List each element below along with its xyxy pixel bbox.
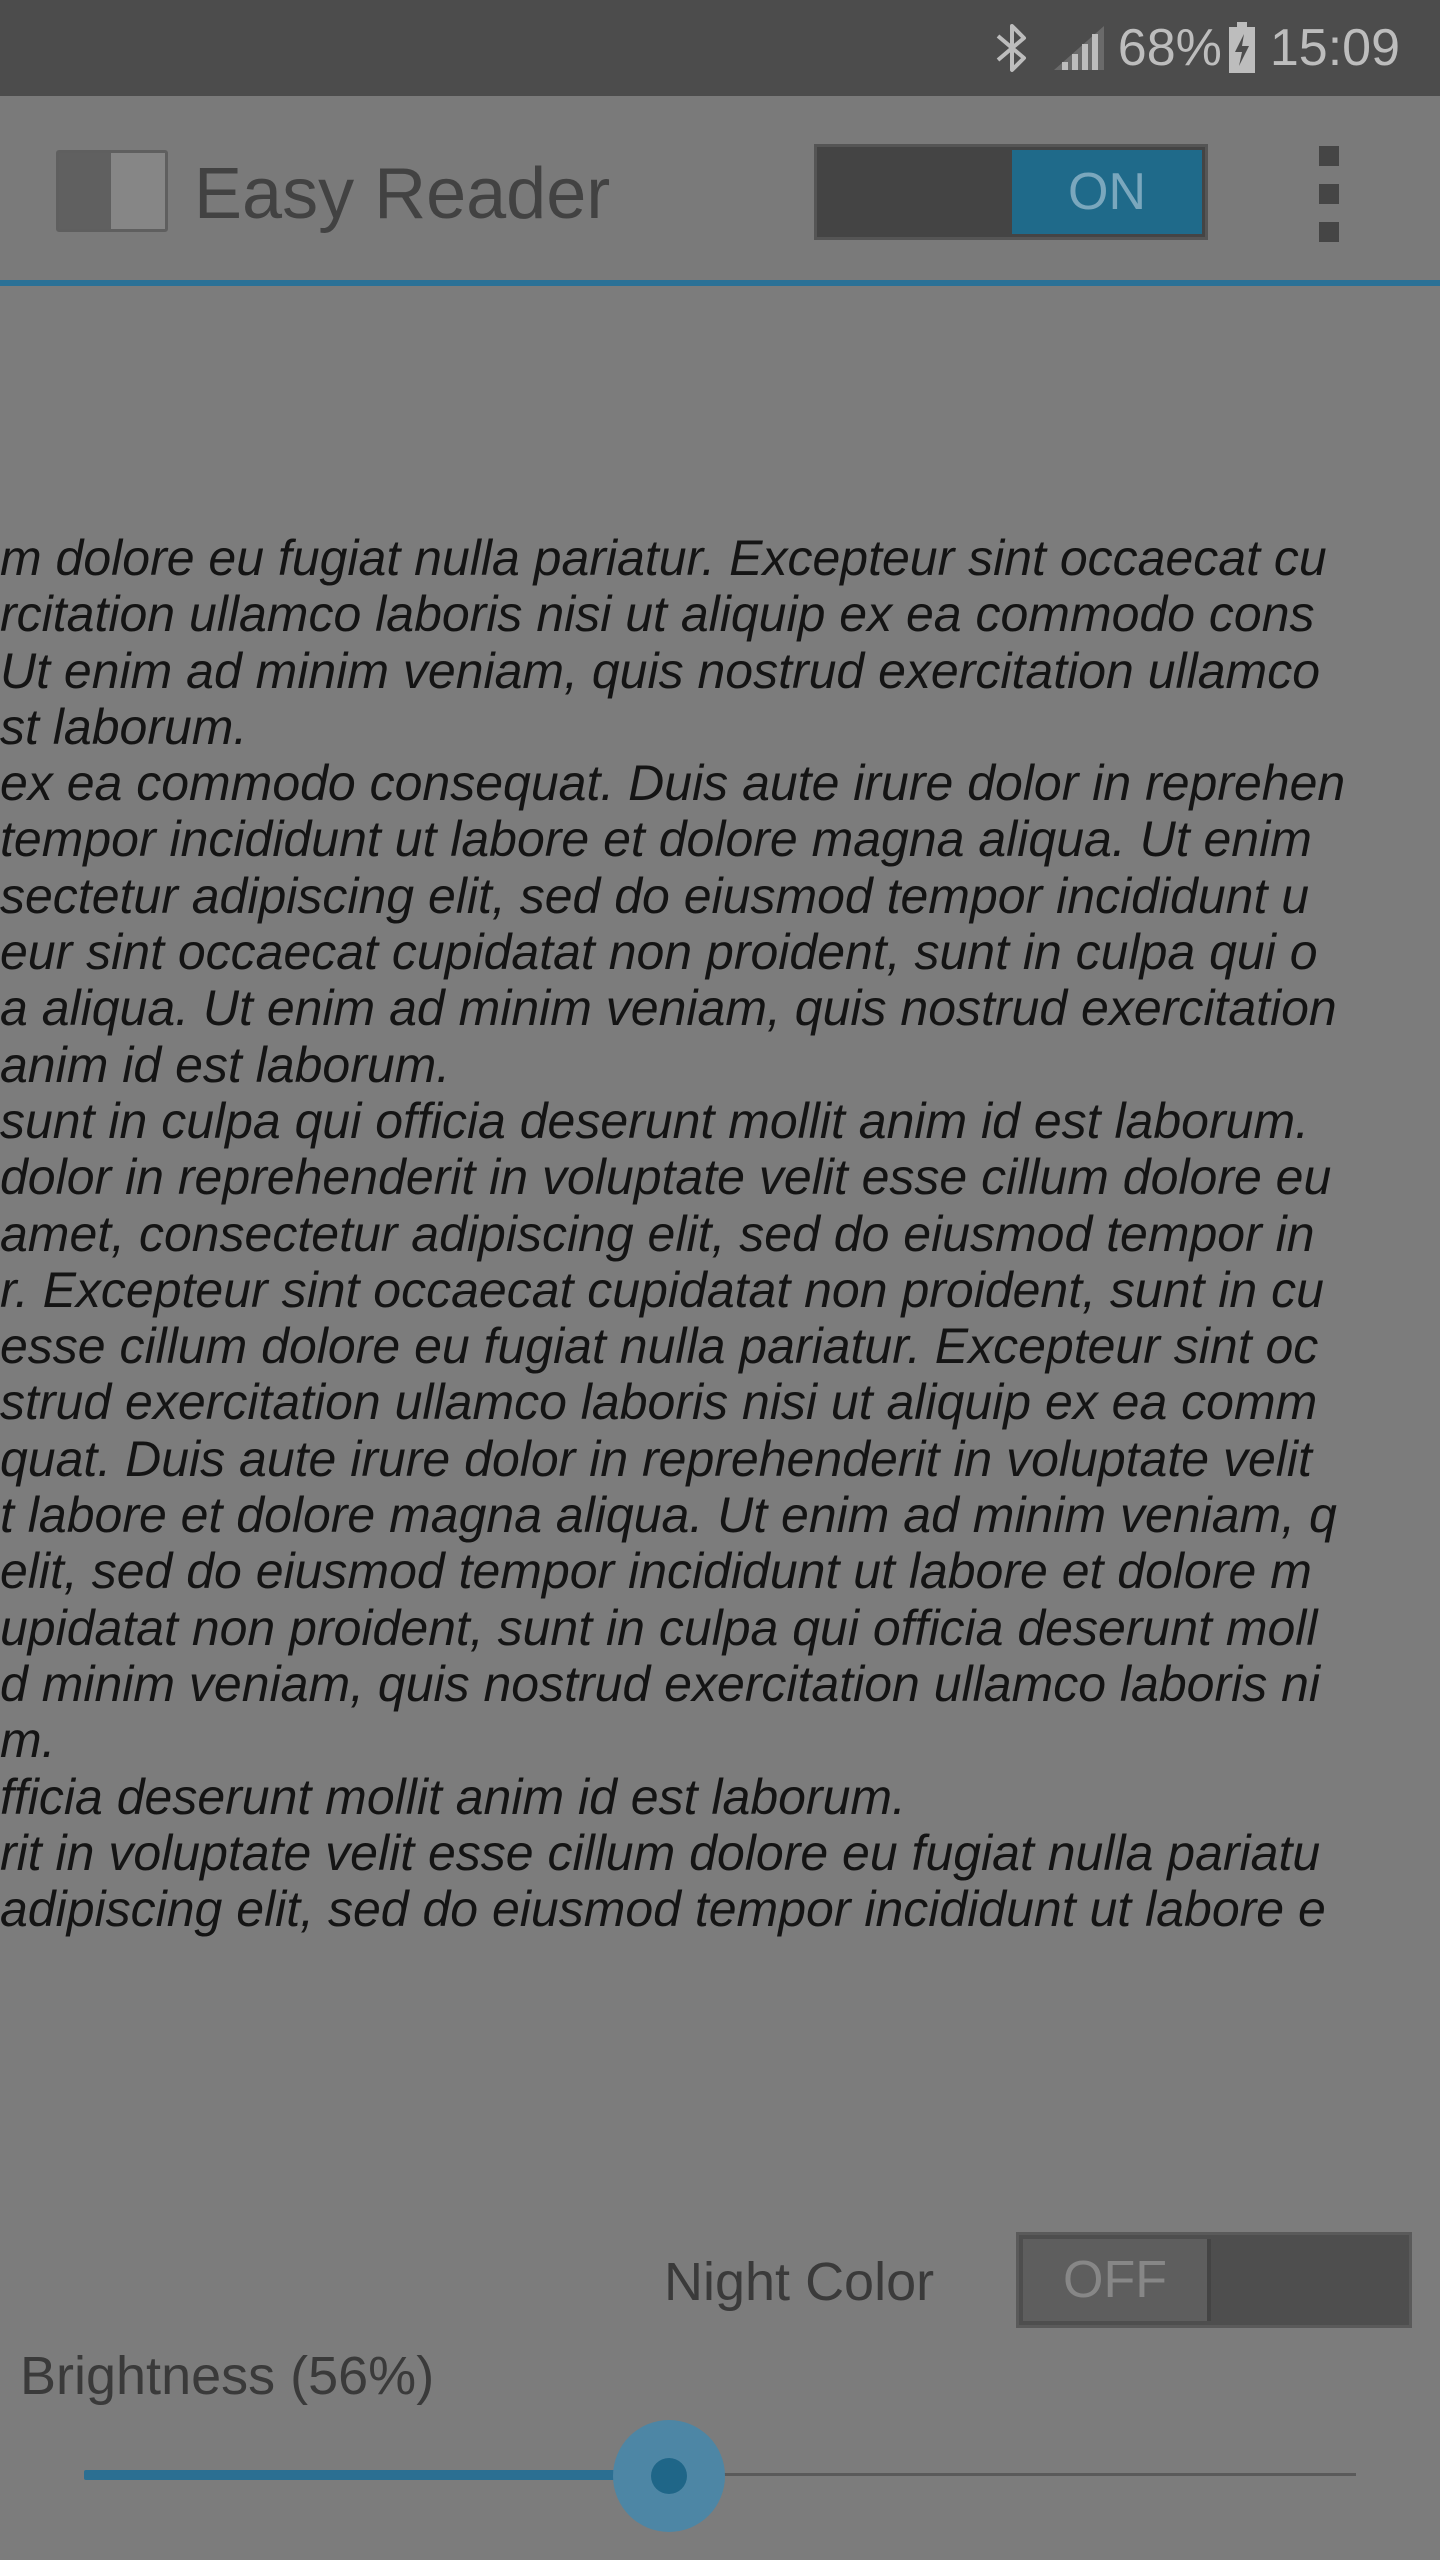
bluetooth-icon bbox=[994, 22, 1030, 74]
text-line: quat. Duis aute irure dolor in reprehenderit in voluptate velit bbox=[0, 1430, 1312, 1487]
text-line: dolor in reprehenderit in voluptate velit esse cillum dolore eu bbox=[0, 1149, 1332, 1206]
brightness-label: Brightness (56%) bbox=[20, 2346, 435, 2406]
text-line: eur sint occaecat cupidatat non proident, sunt in culpa qui o bbox=[0, 924, 1318, 981]
power-toggle-label: ON bbox=[1012, 150, 1202, 234]
reader-area[interactable] bbox=[0, 286, 1440, 2186]
clock: 15:09 bbox=[1269, 19, 1400, 77]
battery-percent: 68% bbox=[1117, 19, 1222, 77]
power-toggle[interactable] bbox=[814, 144, 1208, 240]
overflow-dot bbox=[1319, 146, 1339, 166]
reader-text bbox=[0, 530, 1440, 1937]
overflow-dot bbox=[1319, 184, 1339, 204]
text-line: ex ea commodo consequat. Duis aute irure dolor in reprehen bbox=[0, 755, 1346, 812]
slider-thumb[interactable] bbox=[651, 2458, 687, 2494]
text-line: sunt in culpa qui officia deserunt mollit anim id est laborum. bbox=[0, 1092, 1309, 1149]
signal-icon bbox=[1052, 24, 1106, 72]
text-line: tempor incididunt ut labore et dolore magna aliqua. Ut enim bbox=[0, 811, 1312, 868]
night-color-toggle[interactable] bbox=[1016, 2232, 1412, 2328]
text-line: upidatat non proident, sunt in culpa qui officia deserunt moll bbox=[0, 1599, 1318, 1656]
text-line: r. Excepteur sint occaecat cupidatat non proident, sunt in cu bbox=[0, 1261, 1324, 1318]
text-line: anim id est laborum. bbox=[0, 1036, 451, 1093]
overflow-dot bbox=[1319, 222, 1339, 242]
text-line: m. bbox=[0, 1712, 56, 1769]
app-icon-right bbox=[111, 153, 165, 229]
text-line: sectetur adipiscing elit, sed do eiusmod tempor incididunt u bbox=[0, 867, 1310, 924]
overflow-menu-icon[interactable] bbox=[1304, 146, 1354, 242]
text-line: a aliqua. Ut enim ad minim veniam, quis nostrud exercitation bbox=[0, 980, 1337, 1037]
text-line: rit in voluptate velit esse cillum dolore eu fugiat nulla pariatu bbox=[0, 1824, 1321, 1881]
text-line: elit, sed do eiusmod tempor incididunt ut labore et dolore m bbox=[0, 1543, 1312, 1600]
night-color-toggle-label: OFF bbox=[1023, 2239, 1211, 2321]
text-line: st laborum. bbox=[0, 698, 248, 755]
text-line: strud exercitation ullamco laboris nisi ut aliquip ex ea comm bbox=[0, 1374, 1318, 1431]
app-icon-left bbox=[59, 153, 111, 229]
text-line: esse cillum dolore eu fugiat nulla pariatur. Excepteur sint oc bbox=[0, 1318, 1319, 1375]
status-bar bbox=[0, 0, 1440, 96]
brightness-slider[interactable] bbox=[84, 2420, 1356, 2530]
text-line: t labore et dolore magna aliqua. Ut enim ad minim veniam, q bbox=[0, 1487, 1337, 1544]
text-line: adipiscing elit, sed do eiusmod tempor incididunt ut labore e bbox=[0, 1881, 1326, 1938]
app-icon bbox=[56, 150, 168, 232]
slider-fill bbox=[84, 2470, 669, 2480]
night-color-label: Night Color bbox=[664, 2252, 935, 2312]
app-title: Easy Reader bbox=[194, 154, 611, 234]
text-line: rcitation ullamco laboris nisi ut aliquip ex ea commodo cons bbox=[0, 586, 1315, 643]
text-line: Ut enim ad minim veniam, quis nostrud exercitation ullamco bbox=[0, 642, 1320, 699]
text-line: m dolore eu fugiat nulla pariatur. Excepteur sint occaecat cu bbox=[0, 530, 1327, 586]
text-line: d minim veniam, quis nostrud exercitation ullamco laboris ni bbox=[0, 1655, 1321, 1712]
battery-charging-icon bbox=[1228, 22, 1256, 74]
text-line: amet, consectetur adipiscing elit, sed do eiusmod tempor in bbox=[0, 1205, 1315, 1262]
text-line: fficia deserunt mollit anim id est laborum. bbox=[0, 1768, 906, 1825]
